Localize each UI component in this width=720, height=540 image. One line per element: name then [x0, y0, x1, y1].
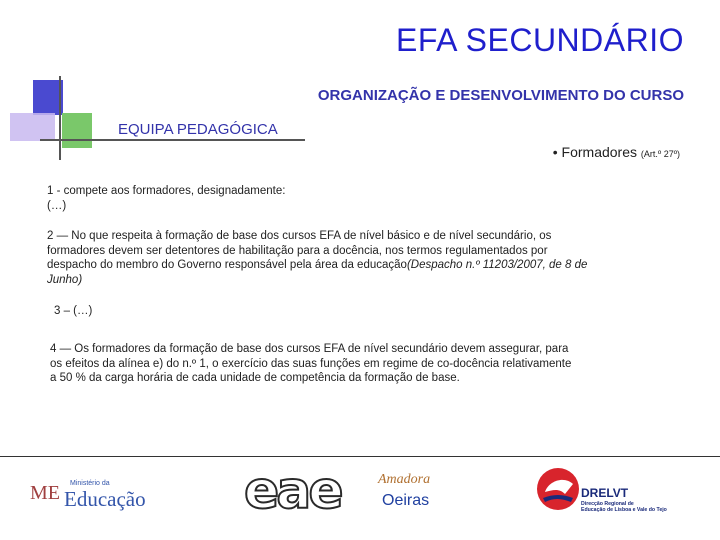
ministry-logo-mark: ME — [30, 482, 60, 504]
eae-logo — [240, 466, 445, 516]
paragraph-1-line-1: 1 - compete aos formadores, designadamente: — [47, 185, 286, 197]
footer-divider — [0, 456, 720, 457]
eae-logo-mark — [240, 466, 380, 516]
topic-line — [553, 144, 680, 160]
eae-logo-letters: eae — [244, 466, 341, 516]
paragraph-1-line-2: (…) — [47, 199, 67, 212]
ministry-logo-name: Educação — [64, 487, 146, 511]
eae-logo-oeiras: Oeiras — [382, 492, 430, 509]
drelvt-logo-subtitle — [581, 501, 667, 513]
ministry-of-education-logo — [30, 478, 160, 514]
drelvt-logo-name: DRELVT — [581, 486, 629, 500]
drelvt-logo-mark — [535, 464, 581, 514]
paragraph-1 — [47, 184, 592, 213]
drelvt-logo-subtitle-line-1: Direcção Regional de — [581, 501, 634, 507]
section-heading: EQUIPA PEDAGÓGICA — [118, 121, 278, 138]
paragraph-3: 3 – (…) — [54, 305, 93, 317]
decorative-vertical-line — [59, 76, 61, 160]
slide-title: EFA SECUNDÁRIO — [396, 22, 684, 58]
topic-bullet: • Formadores — [552, 144, 641, 160]
slide-subtitle: ORGANIZAÇÃO E DESENVOLVIMENTO DO CURSO — [317, 87, 684, 104]
decorative-green-square — [62, 113, 92, 148]
decorative-lilac-square — [10, 113, 55, 141]
paragraph-2-text: 2 — No que respeita à formação de base dos cursos EFA de nível básico e de nível secundário, os formadores devem ser detentores de habilitação para a docência, nos termos regulamentados por despacho do membro do Governo responsável pela área da educação — [47, 230, 552, 272]
paragraph-2-reference: (Despacho n.º 11203/2007, de 8 de Junho) — [47, 259, 588, 286]
decorative-horizontal-line — [40, 139, 305, 141]
paragraph-2 — [47, 229, 592, 287]
topic-article-ref: (Art.º 27º) — [640, 149, 680, 159]
eae-logo-amadora: Amadora — [378, 472, 431, 487]
drelvt-logo-subtitle-line-2: Educação de Lisboa e Vale do Tejo — [581, 507, 667, 513]
drelvt-logo — [535, 464, 705, 516]
paragraph-4: 4 — Os formadores da formação de base dos cursos EFA de nível secundário devem assegurar, para os efeitos da alínea e) do n.º 1, o exercício das suas funções em regime de co-docência relativamente a 50 % da carga horária de cada unidade de competência da formação de base. — [50, 343, 572, 385]
ministry-logo-small-text: Ministério da — [70, 480, 110, 487]
